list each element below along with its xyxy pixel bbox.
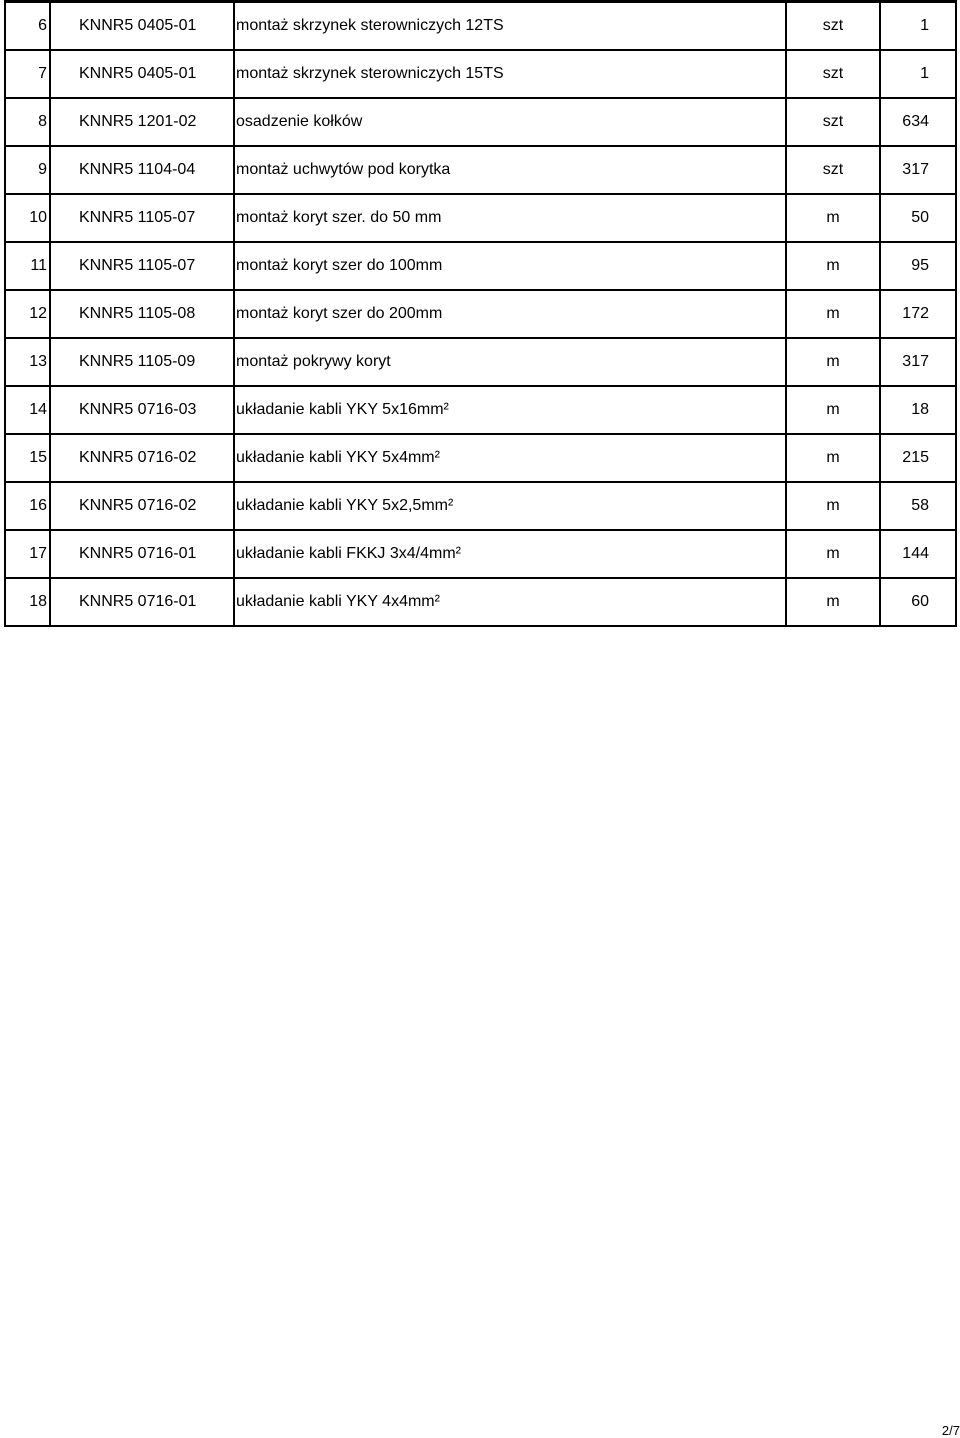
- unit-cell: m: [786, 386, 880, 434]
- quantity-cell: 58: [880, 482, 956, 530]
- row-number-cell: 7: [5, 50, 50, 98]
- row-number-cell: 9: [5, 146, 50, 194]
- quantity-cell: 18: [880, 386, 956, 434]
- unit-cell: m: [786, 482, 880, 530]
- description-cell: montaż koryt szer. do 50 mm: [234, 194, 786, 242]
- catalog-code-cell: KNNR5 0405-01: [50, 2, 234, 51]
- row-number-cell: 14: [5, 386, 50, 434]
- table-row: [5, 2, 956, 51]
- row-number-cell: 15: [5, 434, 50, 482]
- row-number-cell: 12: [5, 290, 50, 338]
- quantity-cell: 144: [880, 530, 956, 578]
- table-row: [5, 434, 956, 482]
- catalog-code-cell: KNNR5 1105-07: [50, 194, 234, 242]
- table-row: [5, 530, 956, 578]
- unit-cell: m: [786, 530, 880, 578]
- quantity-cell: 95: [880, 242, 956, 290]
- unit-cell: m: [786, 290, 880, 338]
- catalog-code-cell: KNNR5 0716-02: [50, 434, 234, 482]
- catalog-code-cell: KNNR5 1201-02: [50, 98, 234, 146]
- description-cell: układanie kabli YKY 5x2,5mm²: [234, 482, 786, 530]
- catalog-code-cell: KNNR5 0716-02: [50, 482, 234, 530]
- description-cell: montaż koryt szer do 100mm: [234, 242, 786, 290]
- table-body: [5, 2, 956, 627]
- table-row: [5, 146, 956, 194]
- catalog-code-cell: KNNR5 1105-08: [50, 290, 234, 338]
- unit-cell: m: [786, 242, 880, 290]
- catalog-code-cell: KNNR5 0716-01: [50, 578, 234, 626]
- row-number-cell: 18: [5, 578, 50, 626]
- table-row: [5, 290, 956, 338]
- page-number: 2/7: [941, 1423, 960, 1438]
- quantity-cell: 1: [880, 50, 956, 98]
- quantity-cell: 50: [880, 194, 956, 242]
- unit-cell: m: [786, 338, 880, 386]
- row-number-cell: 6: [5, 2, 50, 51]
- quantity-cell: 215: [880, 434, 956, 482]
- table-row: [5, 338, 956, 386]
- unit-cell: m: [786, 434, 880, 482]
- row-number-cell: 11: [5, 242, 50, 290]
- row-number-cell: 10: [5, 194, 50, 242]
- catalog-code-cell: KNNR5 0716-03: [50, 386, 234, 434]
- description-cell: układanie kabli FKKJ 3x4/4mm²: [234, 530, 786, 578]
- unit-cell: m: [786, 194, 880, 242]
- table-row: [5, 386, 956, 434]
- description-cell: montaż skrzynek sterowniczych 15TS: [234, 50, 786, 98]
- unit-cell: szt: [786, 146, 880, 194]
- quantity-cell: 1: [880, 2, 956, 51]
- unit-cell: szt: [786, 98, 880, 146]
- quantity-cell: 317: [880, 338, 956, 386]
- quantity-cell: 60: [880, 578, 956, 626]
- description-cell: osadzenie kołków: [234, 98, 786, 146]
- unit-cell: szt: [786, 50, 880, 98]
- unit-cell: szt: [786, 2, 880, 51]
- description-cell: układanie kabli YKY 5x4mm²: [234, 434, 786, 482]
- table-row: [5, 242, 956, 290]
- catalog-code-cell: KNNR5 1105-09: [50, 338, 234, 386]
- catalog-code-cell: KNNR5 1105-07: [50, 242, 234, 290]
- table-row: [5, 578, 956, 626]
- table-row: [5, 194, 956, 242]
- catalog-code-cell: KNNR5 1104-04: [50, 146, 234, 194]
- unit-cell: m: [786, 578, 880, 626]
- catalog-code-cell: KNNR5 0405-01: [50, 50, 234, 98]
- row-number-cell: 8: [5, 98, 50, 146]
- row-number-cell: 16: [5, 482, 50, 530]
- quantity-cell: 634: [880, 98, 956, 146]
- description-cell: montaż pokrywy koryt: [234, 338, 786, 386]
- description-cell: montaż uchwytów pod korytka: [234, 146, 786, 194]
- table-row: [5, 50, 956, 98]
- row-number-cell: 13: [5, 338, 50, 386]
- row-number-cell: 17: [5, 530, 50, 578]
- quantity-cell: 172: [880, 290, 956, 338]
- table-row: [5, 98, 956, 146]
- description-cell: montaż koryt szer do 200mm: [234, 290, 786, 338]
- table-row: [5, 482, 956, 530]
- catalog-code-cell: KNNR5 0716-01: [50, 530, 234, 578]
- cost-estimate-table: [4, 0, 957, 627]
- description-cell: układanie kabli YKY 5x16mm²: [234, 386, 786, 434]
- description-cell: układanie kabli YKY 4x4mm²: [234, 578, 786, 626]
- description-cell: montaż skrzynek sterowniczych 12TS: [234, 2, 786, 51]
- quantity-cell: 317: [880, 146, 956, 194]
